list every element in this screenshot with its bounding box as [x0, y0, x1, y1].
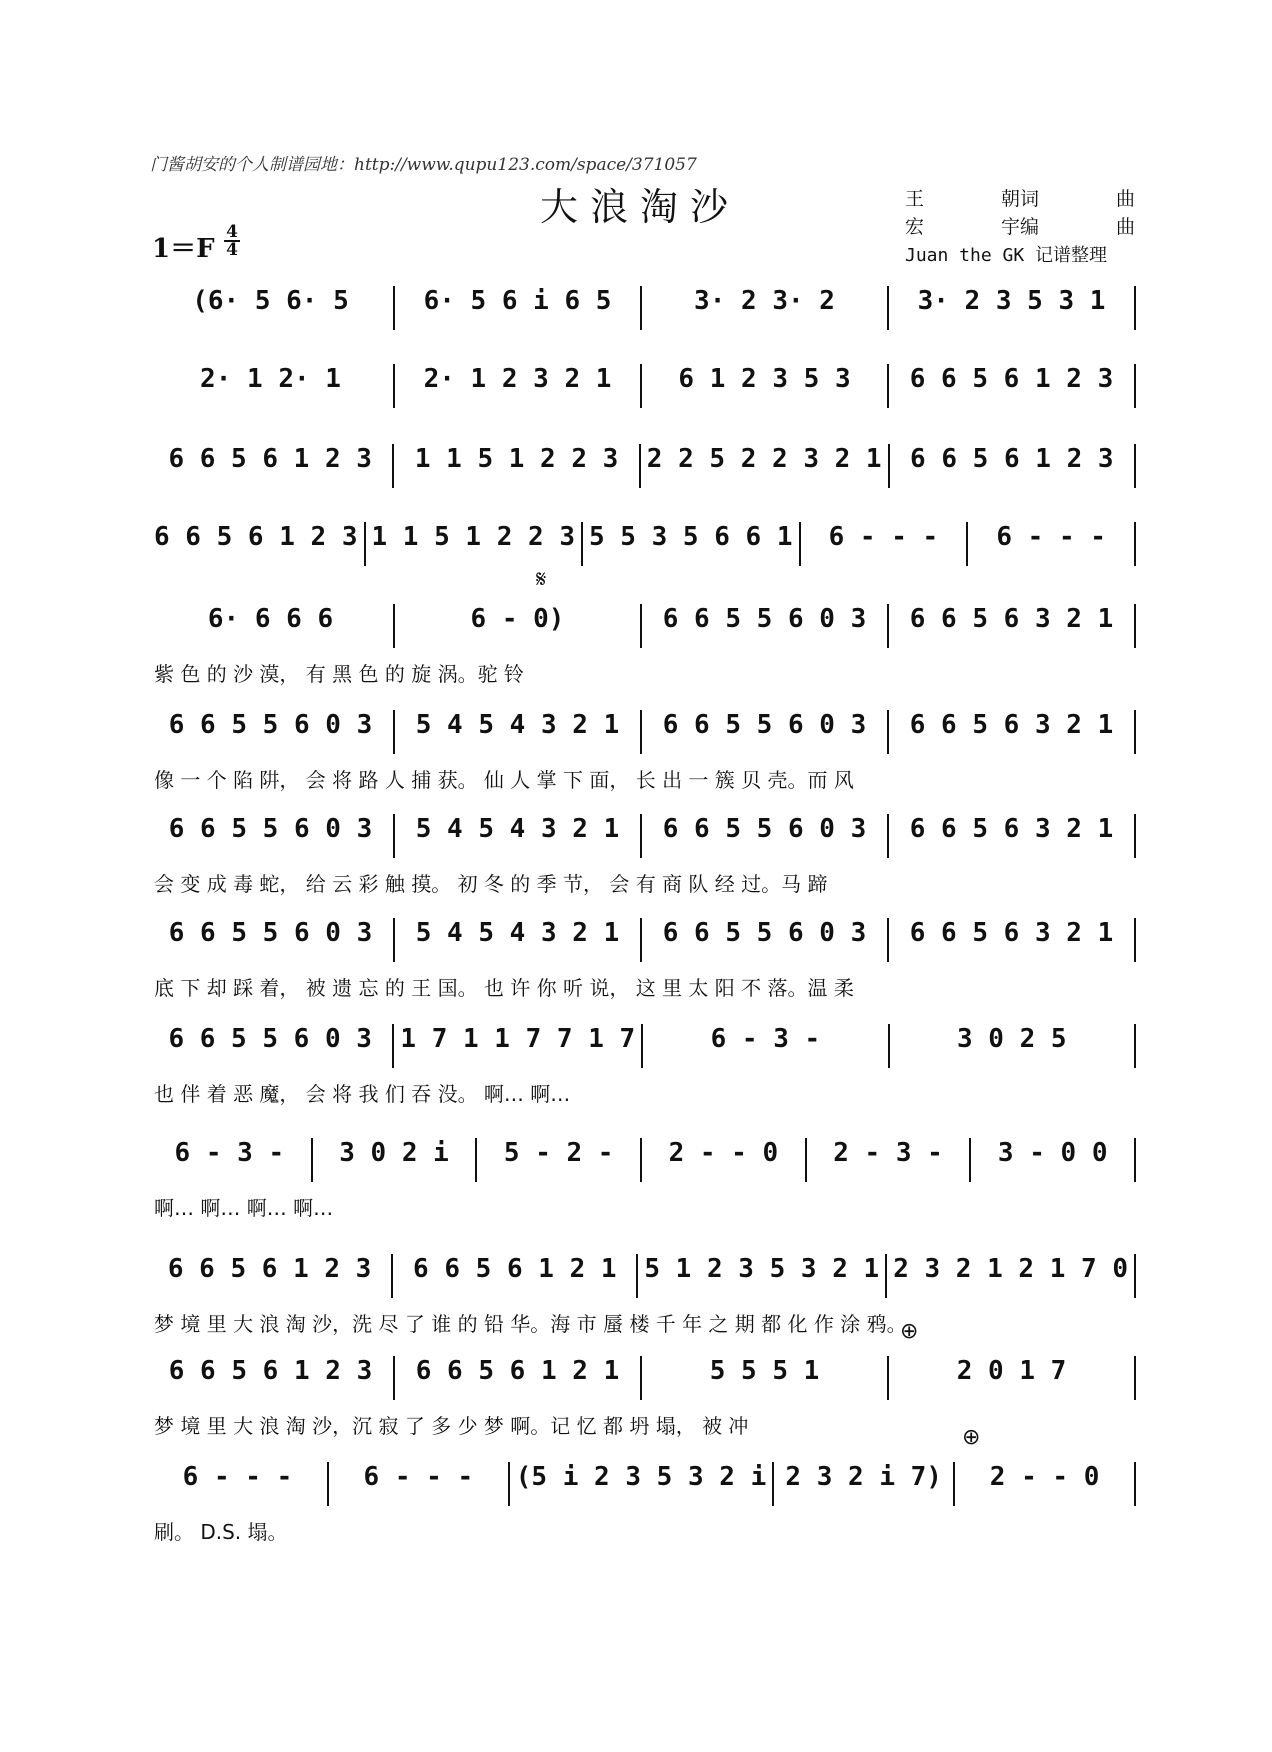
measure-notes: 3 0 2 5 — [957, 1024, 1067, 1054]
measure-notes: (6· 5 6· 5 — [192, 286, 349, 316]
score-line — [148, 1024, 1136, 1107]
measure — [642, 286, 889, 330]
lyrics-line: 也 伴 着 恶 魔， 会 将 我 们 吞 没。 啊… 啊… — [154, 1082, 571, 1106]
measure — [807, 1138, 972, 1182]
measure-notes: 5 4 5 4 3 2 1 — [415, 814, 620, 844]
lyrics-line: 梦 境 里 大 浪 淘 沙，洗 尽 了 谁 的 铅 华。海 市 蜃 楼 千 年 之 期 都 化 作 涂 鸦。 — [154, 1312, 907, 1336]
author-2-role: 宇编 — [1000, 217, 1039, 238]
measure-notes: 6 6 5 5 6 0 3 — [168, 814, 373, 844]
measure — [395, 364, 642, 408]
measure-notes: 1 1 5 1 2 2 3 — [371, 522, 575, 552]
measure — [955, 1462, 1136, 1506]
lyrics-line: 像 一 个 陷 阱， 会 将 路 人 捕 获。 仙 人 掌 下 面， 长 出 一 簇 贝 壳。而 风 — [154, 768, 854, 792]
measure — [642, 918, 889, 962]
measure — [313, 1138, 478, 1182]
measure-notes: 6 - - - — [182, 1462, 293, 1492]
measure-notes: 6 - 0) — [470, 604, 565, 634]
notes-row — [148, 286, 1136, 350]
measure-notes: 2 2 5 2 2 3 2 1 — [646, 444, 882, 474]
measure-notes: 6 - - - — [363, 1462, 474, 1492]
measure-notes: 5 1 2 3 5 3 2 1 — [644, 1254, 880, 1284]
measure-notes: 6 6 5 6 3 2 1 — [909, 710, 1114, 740]
author-line-2 — [905, 214, 1135, 242]
measure — [642, 604, 889, 648]
measure — [395, 286, 642, 330]
measure — [366, 522, 584, 566]
measure — [395, 1356, 642, 1400]
measure — [889, 364, 1136, 408]
measure — [889, 604, 1136, 648]
measure — [801, 522, 969, 566]
measure — [148, 1024, 394, 1068]
measure-notes: 5 4 5 4 3 2 1 — [415, 918, 620, 948]
notes-row — [148, 522, 1136, 586]
measure-notes: 6· 6 6 6 — [207, 604, 334, 634]
measure-notes: 3· 2 3· 2 — [694, 286, 835, 316]
measure-notes: 2· 1 2· 1 — [200, 364, 341, 394]
measure — [148, 1356, 395, 1400]
author-1-name: 王 — [905, 189, 925, 210]
measure — [148, 286, 395, 330]
measure-notes: 6 6 5 5 6 0 3 — [168, 1024, 372, 1054]
measure — [148, 1254, 393, 1298]
segno-mark: 𝄋 — [536, 566, 547, 593]
measure-notes: 2 3 2 i 7) — [785, 1462, 942, 1492]
measure-notes: 6 6 5 5 6 0 3 — [168, 710, 373, 740]
coda-mark-1: ⊕ — [900, 1318, 919, 1343]
measure-notes: 6 6 5 6 1 2 3 — [909, 364, 1114, 394]
measure-notes: 6 - - - — [996, 522, 1106, 552]
measure-notes: 6 - 3 - — [174, 1138, 285, 1168]
score-line — [148, 522, 1136, 576]
measure-notes: 6 6 5 6 1 2 3 — [168, 1356, 373, 1386]
measure — [148, 814, 395, 858]
measure — [887, 1254, 1136, 1298]
lyrics-line: 底 下 却 踩 着， 被 遗 忘 的 王 国。 也 许 你 听 说， 这 里 太 阳 不 落。温 柔 — [154, 976, 854, 1000]
measure — [148, 1462, 329, 1506]
measure — [971, 1138, 1136, 1182]
measure — [889, 286, 1136, 330]
measure — [890, 444, 1136, 488]
author-2-name: 宏 — [905, 217, 925, 238]
measure — [890, 1024, 1136, 1068]
measure — [394, 1024, 643, 1068]
score-line — [148, 364, 1136, 418]
author-line-3 — [905, 242, 1135, 270]
score-line — [148, 604, 1136, 687]
measure — [889, 1356, 1136, 1400]
measure — [148, 1138, 313, 1182]
measure-notes: 6 6 5 6 1 2 3 — [167, 1254, 372, 1284]
measure — [638, 1254, 887, 1298]
author-1-role: 朝词 — [1000, 189, 1039, 210]
measure-notes: 6 6 5 6 3 2 1 — [909, 918, 1114, 948]
measure — [510, 1462, 774, 1506]
score-line — [148, 1138, 1136, 1221]
measure-notes: 2 - 3 - — [833, 1138, 943, 1168]
measure-notes: 6 6 5 6 3 2 1 — [909, 814, 1114, 844]
measure-notes: 5 5 5 1 — [709, 1356, 820, 1386]
measure — [642, 710, 889, 754]
score-line — [148, 918, 1136, 1001]
measure — [642, 1138, 807, 1182]
key-signature: 1＝F — [152, 234, 215, 264]
measure — [889, 918, 1136, 962]
measure-notes: 3 - 0 0 — [997, 1138, 1108, 1168]
meter-top: 4 — [224, 224, 240, 242]
score-line — [148, 444, 1136, 498]
lyrics-line: 刷。 D.S. 塌。 — [154, 1520, 288, 1544]
measure-notes: 3· 2 3 5 3 1 — [917, 286, 1106, 316]
measure — [641, 444, 890, 488]
measure — [148, 364, 395, 408]
score-line — [148, 710, 1136, 793]
measure — [642, 1356, 889, 1400]
lyrics-line: 啊… 啊… 啊… 啊… — [154, 1196, 334, 1220]
measure — [148, 444, 394, 488]
measure — [642, 364, 889, 408]
measure — [643, 1024, 889, 1068]
measure-notes: 5 5 3 5 6 6 1 — [589, 522, 793, 552]
measure-notes: 6 1 2 3 5 3 — [678, 364, 851, 394]
measure-notes: 6 6 5 6 3 2 1 — [909, 604, 1114, 634]
authors-block — [905, 186, 1135, 270]
measure — [395, 814, 642, 858]
measure-notes: 6 6 5 6 1 2 3 — [168, 444, 372, 474]
lyrics-line: 会 变 成 毒 蛇， 给 云 彩 触 摸。 初 冬 的 季 节， 会 有 商 队 经 过。马 蹄 — [154, 872, 828, 896]
measure — [889, 814, 1136, 858]
score-line — [148, 1254, 1136, 1337]
measure — [394, 444, 640, 488]
coda-mark-2: ⊕ — [962, 1424, 981, 1449]
measure — [889, 710, 1136, 754]
website-credit: 门酱胡安的个人制谱园地：http://www.qupu123.com/space/371057 — [150, 155, 697, 175]
measure — [642, 814, 889, 858]
author-2-suffix: 曲 — [1115, 217, 1135, 238]
lyrics-line: 紫 色 的 沙 漠， 有 黑 色 的 旋 涡。驼 铃 — [154, 662, 524, 686]
measure-notes: 6 6 5 6 1 2 1 — [415, 1356, 620, 1386]
measure — [393, 1254, 638, 1298]
measure — [395, 604, 642, 648]
transcriber: Juan the GK 记谱整理 — [905, 245, 1108, 266]
measure-notes: 2 3 2 1 2 1 7 0 — [893, 1254, 1128, 1284]
measure — [148, 604, 395, 648]
measure-notes: 6 6 5 5 6 0 3 — [662, 710, 867, 740]
measure-notes: 3 0 2 i — [339, 1138, 449, 1168]
measure-notes: 6 - 3 - — [710, 1024, 821, 1054]
meter-bottom: 4 — [226, 240, 238, 260]
song-title: 大浪淘沙 — [540, 185, 741, 229]
measure — [395, 918, 642, 962]
measure-notes: 6 6 5 6 1 2 3 — [154, 522, 358, 552]
measure — [148, 918, 395, 962]
measure — [395, 710, 642, 754]
measure — [774, 1462, 955, 1506]
measure — [148, 522, 366, 566]
measure-notes: 6· 5 6 i 6 5 — [423, 286, 612, 316]
measure-notes: 2 0 1 7 — [956, 1356, 1067, 1386]
measure-notes: 2· 1 2 3 2 1 — [423, 364, 612, 394]
measure-notes: 1 1 5 1 2 2 3 — [414, 444, 619, 474]
measure-notes: 6 6 5 6 1 2 3 — [910, 444, 1114, 474]
measure — [148, 710, 395, 754]
measure-notes: 2 - - 0 — [668, 1138, 779, 1168]
measure-notes: 6 6 5 6 1 2 1 — [413, 1254, 617, 1284]
measure-notes: 2 - - 0 — [989, 1462, 1100, 1492]
score-line — [148, 1462, 1136, 1545]
measure — [583, 522, 801, 566]
notes-row — [148, 364, 1136, 428]
measure-notes: 6 6 5 5 6 0 3 — [168, 918, 373, 948]
score-line — [148, 286, 1136, 340]
measure-notes: 5 4 5 4 3 2 1 — [415, 710, 620, 740]
measure — [968, 522, 1136, 566]
lyrics-line: 梦 境 里 大 浪 淘 沙，沉 寂 了 多 少 梦 啊。记 忆 都 坍 塌， 被 冲 — [154, 1414, 749, 1438]
measure-notes: 5 - 2 - — [503, 1138, 614, 1168]
author-1-suffix: 曲 — [1115, 189, 1135, 210]
measure — [477, 1138, 642, 1182]
measure-notes: 6 - - - — [828, 522, 939, 552]
time-signature — [224, 224, 240, 258]
measure-notes: 6 6 5 5 6 0 3 — [662, 918, 867, 948]
notes-row — [148, 444, 1136, 508]
measure-notes: 6 6 5 5 6 0 3 — [662, 814, 867, 844]
score-line — [148, 1356, 1136, 1439]
measure-notes: 1 7 1 1 7 7 1 7 — [400, 1024, 636, 1054]
measure — [329, 1462, 510, 1506]
author-line-1 — [905, 186, 1135, 214]
measure-notes: 6 6 5 5 6 0 3 — [662, 604, 867, 634]
measure-notes: (5 i 2 3 5 3 2 i — [515, 1462, 767, 1492]
score-line — [148, 814, 1136, 897]
